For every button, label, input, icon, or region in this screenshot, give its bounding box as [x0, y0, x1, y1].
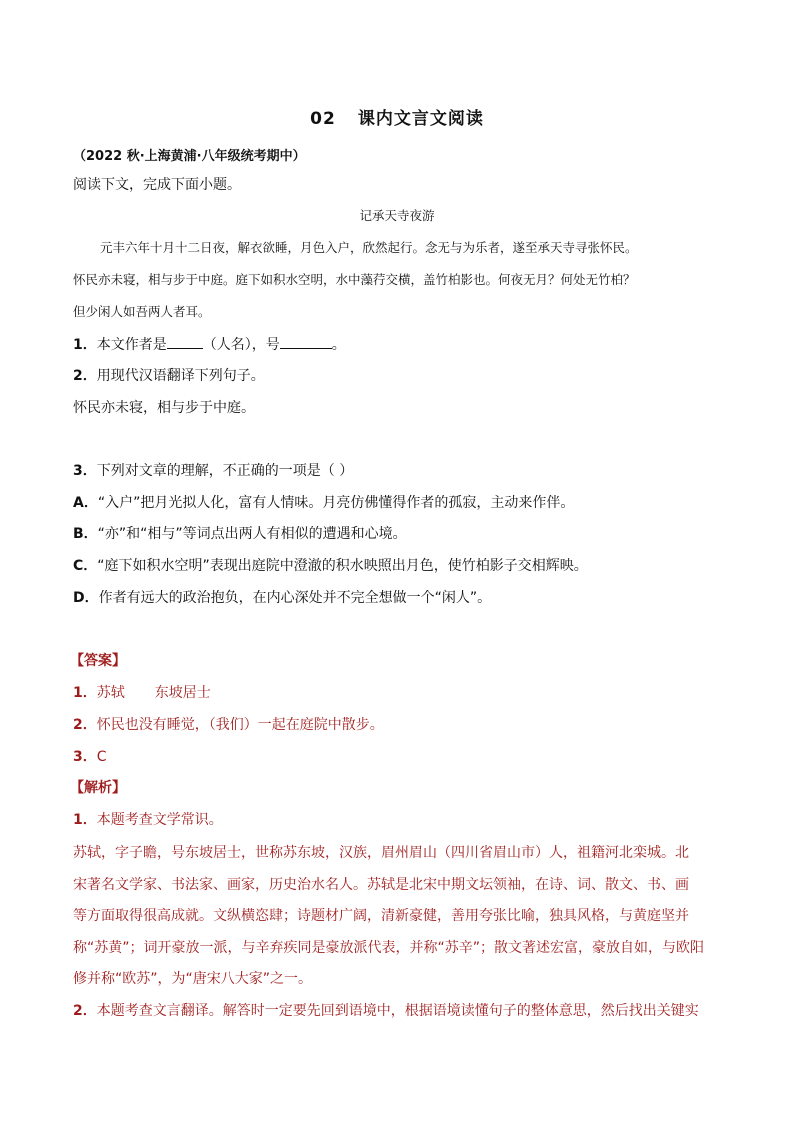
answer-blank[interactable] [167, 334, 203, 349]
question-text: 下列对文章的理解，不正确的一项是（ ） [96, 463, 354, 479]
option-b[interactable] [73, 524, 407, 544]
option-d[interactable] [73, 588, 491, 608]
option-text: “亦”和“相与”等词点出两人有相似的遭遇和心境。 [97, 526, 407, 542]
instruction: 阅读下文，完成下面小题。 [73, 177, 241, 193]
analysis-2 [73, 1001, 699, 1021]
option-text: 作者有远大的政治抱负，在内心深处并不完全想做一个“闲人”。 [98, 590, 492, 606]
question-text: 用现代汉语翻译下列句子。 [96, 368, 265, 384]
option-a[interactable] [73, 493, 574, 513]
analysis-paragraph-line: 称“苏黄”；词开豪放一派，与辛弃疾同是豪放派代表，并称“苏辛”；散文著述宏富，豪放自如，与欧阳 [73, 940, 705, 956]
option-text: “庭下如积水空明”表现出庭院中澄澈的积水映照出月色，使竹柏影子交相辉映。 [97, 558, 588, 574]
analysis-number: 1． [73, 812, 97, 828]
analysis-1 [73, 810, 223, 830]
question-1 [73, 334, 346, 355]
exam-source: （2022 秋·上海黄浦·八年级统考期中） [73, 149, 306, 164]
question-number: 2． [73, 368, 97, 384]
answer-3 [73, 747, 107, 767]
answer-heading: 【答案】 [70, 653, 126, 669]
page-title [0, 104, 794, 129]
question-number: 3． [73, 463, 97, 479]
analysis-paragraph-line: 宋著名文学家、书法家、画家，历史治水名人。苏轼是北宋中期文坛领袖，在诗、词、散文、书、画 [73, 877, 689, 893]
analysis-paragraph-line: 苏轼，字子瞻，号东坡居士，世称苏东坡，汉族，眉州眉山（四川省眉山市）人，祖籍河北栾城。北 [73, 845, 689, 861]
answer-1 [73, 683, 211, 703]
answer-number: 3． [73, 749, 97, 765]
answer-blank[interactable] [280, 334, 332, 349]
section-title: 课内文言文阅读 [357, 109, 484, 129]
answer-text: 苏轼 [96, 685, 125, 701]
option-label: A． [73, 495, 98, 511]
answer-text: 东坡居士 [154, 685, 211, 701]
question-text: （人名），号 [202, 337, 280, 353]
passage-line: 怀民亦未寝，相与步于中庭。庭下如积水空明，水中藻荇交横，盖竹柏影也。何夜无月？何处无竹柏？ [73, 272, 636, 287]
question-2 [73, 366, 265, 386]
analysis-text: 本题考查文学常识。 [96, 812, 223, 828]
section-number: 02 [310, 109, 336, 129]
answer-number: 1． [73, 685, 97, 701]
analysis-number: 2． [73, 1003, 97, 1019]
question-2-sentence: 怀民亦未寝，相与步于中庭。 [73, 400, 255, 416]
analysis-text: 本题考查文言翻译。解答时一定要先回到语境中，根据语境读懂句子的整体意思，然后找出关键实 [96, 1003, 699, 1019]
question-text: 本文作者是 [96, 337, 167, 353]
option-c[interactable] [73, 556, 588, 576]
passage-line: 元丰六年十月十二日夜，解衣欲睡，月色入户，欣然起行。念无与为乐者，遂至承天寺寻张怀民。 [100, 240, 638, 255]
analysis-paragraph-line: 等方面取得很高成就。文纵横恣肆；诗题材广阔，清新豪健，善用夸张比喻，独具风格，与黄庭坚并 [73, 908, 689, 924]
option-label: C． [73, 558, 98, 574]
option-label: D． [73, 590, 99, 606]
passage-line: 但少闲人如吾两人者耳。 [73, 304, 211, 319]
question-number: 1． [73, 337, 97, 353]
option-label: B． [73, 526, 98, 542]
question-3 [73, 461, 353, 481]
answer-2 [73, 715, 384, 735]
answer-text: 怀民也没有睡觉，（我们）一起在庭院中散步。 [96, 717, 384, 733]
question-text: 。 [331, 337, 346, 353]
analysis-paragraph-line: 修并称“欧苏”，为“唐宋八大家”之一。 [73, 971, 313, 987]
answer-text: C [96, 749, 107, 765]
analysis-heading: 【解析】 [70, 780, 126, 796]
passage-title: 记承天寺夜游 [359, 208, 435, 223]
answer-number: 2． [73, 717, 97, 733]
option-text: “入户”把月光拟人化，富有人情味。月亮仿佛懂得作者的孤寂，主动来作伴。 [97, 495, 575, 511]
